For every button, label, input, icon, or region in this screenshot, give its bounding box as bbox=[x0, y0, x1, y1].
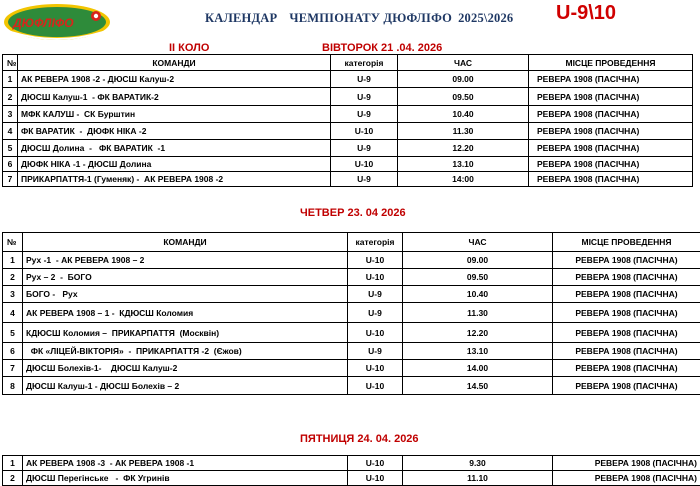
match-venue: РЕВЕРА 1908 (ПАСІЧНА) bbox=[529, 140, 693, 157]
match-time: 09.00 bbox=[403, 252, 553, 269]
match-time: 09.50 bbox=[398, 88, 529, 106]
match-teams: АК РЕВЕРА 1908 -2 - ДЮСШ Калуш-2 bbox=[18, 71, 331, 88]
match-number: 5 bbox=[3, 140, 18, 157]
table-row bbox=[3, 471, 700, 486]
match-time: 12.20 bbox=[398, 140, 529, 157]
table-row bbox=[3, 71, 693, 88]
schedule-table-day3 bbox=[2, 455, 700, 486]
logo-text: ДЮФЛІФО bbox=[12, 16, 74, 30]
match-teams: ФК ВАРАТИК - ДЮФК НІКА -2 bbox=[18, 123, 331, 140]
match-venue: РЕВЕРА 1908 (ПАСІЧНА) bbox=[553, 360, 700, 377]
schedule-table-day1 bbox=[2, 54, 693, 187]
match-venue: РЕВЕРА 1908 (ПАСІЧНА) bbox=[553, 456, 700, 471]
match-time: 12.20 bbox=[403, 323, 553, 343]
match-category: U-10 bbox=[348, 269, 403, 286]
match-teams: ДЮСШ Калуш-1 - ДЮСШ Болехів – 2 bbox=[23, 377, 348, 395]
match-number: 6 bbox=[3, 343, 23, 360]
match-teams: ДЮФК НІКА -1 - ДЮСШ Долина bbox=[18, 157, 331, 172]
match-venue: РЕВЕРА 1908 (ПАСІЧНА) bbox=[529, 172, 693, 187]
match-time: 14.00 bbox=[403, 360, 553, 377]
match-number: 8 bbox=[3, 377, 23, 395]
match-teams: ДЮСШ Калуш-1 - ФК ВАРАТИК-2 bbox=[18, 88, 331, 106]
match-time: 14:00 bbox=[398, 172, 529, 187]
column-header-category: категорія bbox=[331, 55, 398, 71]
match-time: 09.00 bbox=[398, 71, 529, 88]
match-venue: РЕВЕРА 1908 (ПАСІЧНА) bbox=[553, 303, 700, 323]
match-time: 10.40 bbox=[398, 106, 529, 123]
column-header-teams: КОМАНДИ bbox=[18, 55, 331, 71]
match-venue: РЕВЕРА 1908 (ПАСІЧНА) bbox=[553, 343, 700, 360]
match-time: 11.30 bbox=[398, 123, 529, 140]
table-row bbox=[3, 269, 700, 286]
day-label: ЧЕТВЕР 23. 04 2026 bbox=[300, 207, 406, 219]
table-row bbox=[3, 252, 700, 269]
table-row bbox=[3, 286, 700, 303]
match-category: U-10 bbox=[348, 456, 403, 471]
match-venue: РЕВЕРА 1908 (ПАСІЧНА) bbox=[529, 123, 693, 140]
match-time: 13.10 bbox=[403, 343, 553, 360]
match-teams: Рух -1 - АК РЕВЕРА 1908 – 2 bbox=[23, 252, 348, 269]
match-category: U-9 bbox=[348, 343, 403, 360]
match-number: 4 bbox=[3, 123, 18, 140]
match-teams: ДЮСШ Долина - ФК ВАРАТИК -1 bbox=[18, 140, 331, 157]
table-row bbox=[3, 157, 693, 172]
round-label: ІІ КОЛО bbox=[169, 42, 209, 54]
match-number: 7 bbox=[3, 172, 18, 187]
table-row bbox=[3, 303, 700, 323]
match-category: U-9 bbox=[348, 303, 403, 323]
table-row bbox=[3, 456, 700, 471]
table-row bbox=[3, 106, 693, 123]
match-category: U-10 bbox=[331, 157, 398, 172]
column-header-time: ЧАС bbox=[398, 55, 529, 71]
match-venue: РЕВЕРА 1908 (ПАСІЧНА) bbox=[529, 71, 693, 88]
match-venue: РЕВЕРА 1908 (ПАСІЧНА) bbox=[553, 471, 700, 486]
column-header-time: ЧАС bbox=[403, 233, 553, 252]
match-venue: РЕВЕРА 1908 (ПАСІЧНА) bbox=[553, 286, 700, 303]
column-header-venue: МІСЦЕ ПРОВЕДЕННЯ bbox=[529, 55, 693, 71]
match-category: U-9 bbox=[331, 88, 398, 106]
match-venue: РЕВЕРА 1908 (ПАСІЧНА) bbox=[553, 323, 700, 343]
match-teams: ДЮСШ Болехів-1- ДЮСШ Калуш-2 bbox=[23, 360, 348, 377]
match-venue: РЕВЕРА 1908 (ПАСІЧНА) bbox=[553, 377, 700, 395]
match-teams: ПРИКАРПАТТЯ-1 (Гуменяк) - АК РЕВЕРА 1908 -2 bbox=[18, 172, 331, 187]
match-teams: МФК КАЛУШ - СК Бурштин bbox=[18, 106, 331, 123]
age-group-label: U-9\10 bbox=[556, 2, 616, 25]
match-venue: РЕВЕРА 1908 (ПАСІЧНА) bbox=[553, 252, 700, 269]
match-number: 2 bbox=[3, 471, 23, 486]
match-time: 10.40 bbox=[403, 286, 553, 303]
day-label: ВІВТОРОК 21 .04. 2026 bbox=[322, 42, 442, 54]
table-row bbox=[3, 343, 700, 360]
match-teams: КДЮСШ Коломия – ПРИКАРПАТТЯ (Москвін) bbox=[23, 323, 348, 343]
match-category: U-10 bbox=[348, 377, 403, 395]
match-category: U-10 bbox=[348, 360, 403, 377]
match-teams: БОГО - Рух bbox=[23, 286, 348, 303]
match-time: 09.50 bbox=[403, 269, 553, 286]
match-venue: РЕВЕРА 1908 (ПАСІЧНА) bbox=[553, 269, 700, 286]
document-title: КАЛЕНДАР ЧЕМПІОНАТУ ДЮФЛІФО 2025\2026 bbox=[205, 11, 513, 26]
match-category: U-9 bbox=[331, 140, 398, 157]
column-header-venue: МІСЦЕ ПРОВЕДЕННЯ bbox=[553, 233, 700, 252]
match-teams: АК РЕВЕРА 1908 – 1 - КДЮСШ Коломия bbox=[23, 303, 348, 323]
schedule-table-day2 bbox=[2, 232, 700, 395]
table-row bbox=[3, 323, 700, 343]
match-teams: АК РЕВЕРА 1908 -3 - АК РЕВЕРА 1908 -1 bbox=[23, 456, 348, 471]
match-teams: ДЮСШ Перегінське - ФК Угринів bbox=[23, 471, 348, 486]
match-category: U-9 bbox=[331, 106, 398, 123]
match-number: 1 bbox=[3, 71, 18, 88]
match-number: 1 bbox=[3, 456, 23, 471]
column-header-teams: КОМАНДИ bbox=[23, 233, 348, 252]
match-venue: РЕВЕРА 1908 (ПАСІЧНА) bbox=[529, 157, 693, 172]
match-time: 9.30 bbox=[403, 456, 553, 471]
match-time: 14.50 bbox=[403, 377, 553, 395]
table-row bbox=[3, 377, 700, 395]
dyuflifo-logo bbox=[3, 3, 111, 41]
match-number: 4 bbox=[3, 303, 23, 323]
match-time: 13.10 bbox=[398, 157, 529, 172]
match-teams: Рух – 2 - БОГО bbox=[23, 269, 348, 286]
match-category: U-9 bbox=[331, 71, 398, 88]
match-teams: ФК «ЛІЦЕЙ-ВІКТОРІЯ» - ПРИКАРПАТТЯ -2 (Єжов) bbox=[23, 343, 348, 360]
match-category: U-10 bbox=[348, 471, 403, 486]
match-number: 1 bbox=[3, 252, 23, 269]
table-row bbox=[3, 140, 693, 157]
match-category: U-9 bbox=[348, 286, 403, 303]
column-header-category: категорія bbox=[348, 233, 403, 252]
match-number: 3 bbox=[3, 106, 18, 123]
table-header-row bbox=[3, 233, 700, 252]
match-number: 2 bbox=[3, 88, 18, 106]
match-time: 11.10 bbox=[403, 471, 553, 486]
column-header-no: № bbox=[3, 55, 18, 71]
match-number: 2 bbox=[3, 269, 23, 286]
match-category: U-10 bbox=[348, 252, 403, 269]
match-venue: РЕВЕРА 1908 (ПАСІЧНА) bbox=[529, 106, 693, 123]
table-row bbox=[3, 172, 693, 187]
match-category: U-10 bbox=[331, 123, 398, 140]
table-row bbox=[3, 360, 700, 377]
match-number: 5 bbox=[3, 323, 23, 343]
table-row bbox=[3, 88, 693, 106]
match-number: 3 bbox=[3, 286, 23, 303]
table-row bbox=[3, 123, 693, 140]
table-header-row bbox=[3, 55, 693, 71]
match-time: 11.30 bbox=[403, 303, 553, 323]
match-category: U-9 bbox=[331, 172, 398, 187]
match-number: 7 bbox=[3, 360, 23, 377]
column-header-no: № bbox=[3, 233, 23, 252]
match-venue: РЕВЕРА 1908 (ПАСІЧНА) bbox=[529, 88, 693, 106]
day-label: ПЯТНИЦЯ 24. 04. 2026 bbox=[300, 433, 419, 445]
match-number: 6 bbox=[3, 157, 18, 172]
match-category: U-10 bbox=[348, 323, 403, 343]
